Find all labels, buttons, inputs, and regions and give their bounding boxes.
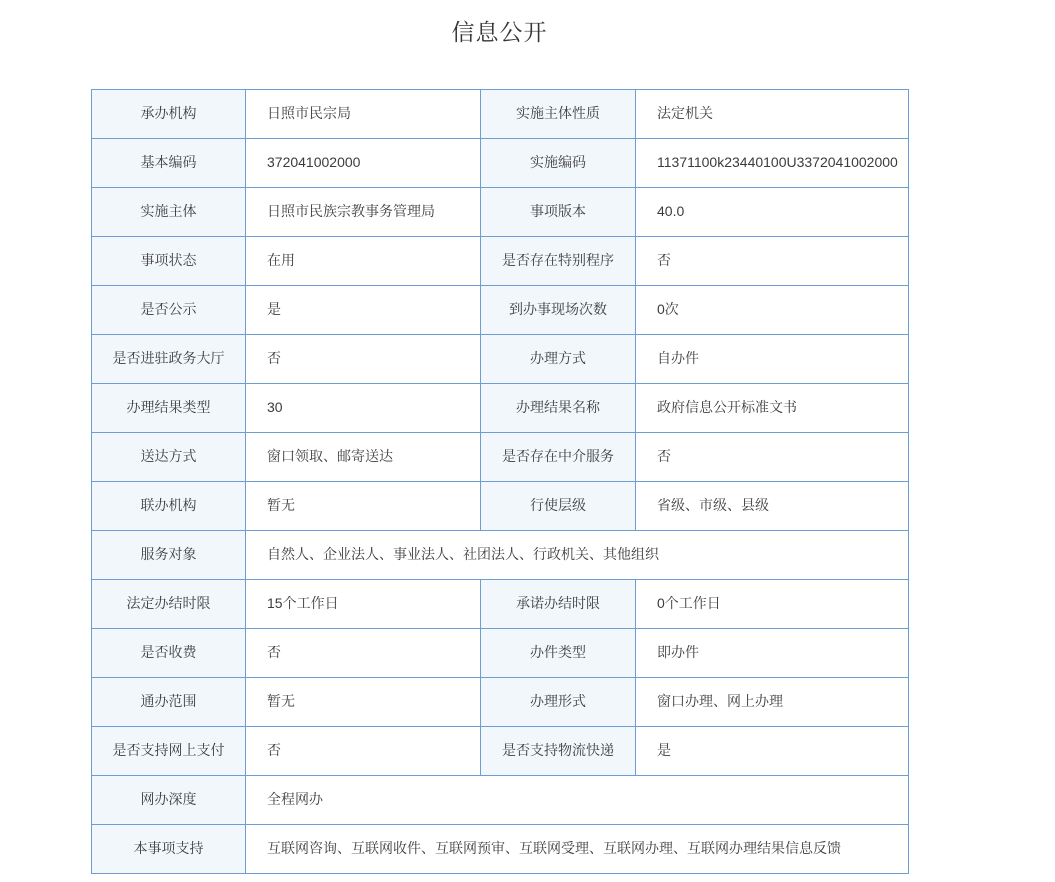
table-row: [92, 188, 909, 237]
field-value: 法定机关: [636, 90, 909, 139]
table-row: [92, 237, 909, 286]
table-row: [92, 629, 909, 678]
field-label: 是否进驻政务大厅: [92, 335, 246, 384]
field-label: 实施主体: [92, 188, 246, 237]
field-label: 事项状态: [92, 237, 246, 286]
field-value: 政府信息公开标准文书: [636, 384, 909, 433]
field-label: 基本编码: [92, 139, 246, 188]
table-row: [92, 482, 909, 531]
info-table-container: [91, 89, 1055, 874]
field-label: 办件类型: [481, 629, 636, 678]
field-value: 0个工作日: [636, 580, 909, 629]
field-label: 网办深度: [92, 776, 246, 825]
table-row: [92, 335, 909, 384]
field-label: 通办范围: [92, 678, 246, 727]
field-label: 办理方式: [481, 335, 636, 384]
field-label: 是否存在特别程序: [481, 237, 636, 286]
table-row: [92, 139, 909, 188]
field-label: 实施编码: [481, 139, 636, 188]
field-value: 是: [636, 727, 909, 776]
table-row: [92, 531, 909, 580]
field-value: 0次: [636, 286, 909, 335]
table-row: [92, 776, 909, 825]
field-label: 行使层级: [481, 482, 636, 531]
table-row: [92, 727, 909, 776]
field-value: 省级、市级、县级: [636, 482, 909, 531]
field-value: 否: [636, 237, 909, 286]
field-label: 服务对象: [92, 531, 246, 580]
field-value: 窗口领取、邮寄送达: [246, 433, 481, 482]
field-value: 日照市民族宗教事务管理局: [246, 188, 481, 237]
field-value: 全程网办: [246, 776, 909, 825]
field-value: 否: [246, 629, 481, 678]
field-value: 自然人、企业法人、事业法人、社团法人、行政机关、其他组织: [246, 531, 909, 580]
field-label: 送达方式: [92, 433, 246, 482]
field-value: 15个工作日: [246, 580, 481, 629]
field-label: 是否支持网上支付: [92, 727, 246, 776]
field-value: 372041002000: [246, 139, 481, 188]
field-label: 事项版本: [481, 188, 636, 237]
field-label: 办理形式: [481, 678, 636, 727]
field-value: 互联网咨询、互联网收件、互联网预审、互联网受理、互联网办理、互联网办理结果信息反馈: [246, 825, 909, 874]
page-title: 信息公开: [451, 19, 548, 45]
field-value: 是: [246, 286, 481, 335]
field-label: 法定办结时限: [92, 580, 246, 629]
field-value: 自办件: [636, 335, 909, 384]
field-label: 是否公示: [92, 286, 246, 335]
table-row: [92, 286, 909, 335]
field-value: 40.0: [636, 188, 909, 237]
field-value: 暂无: [246, 678, 481, 727]
field-value: 窗口办理、网上办理: [636, 678, 909, 727]
table-body: [92, 90, 909, 874]
field-label: 是否存在中介服务: [481, 433, 636, 482]
table-row: [92, 384, 909, 433]
field-label: 本事项支持: [92, 825, 246, 874]
table-row: [92, 678, 909, 727]
field-value: 暂无: [246, 482, 481, 531]
field-label: 办理结果类型: [92, 384, 246, 433]
field-value: 否: [246, 727, 481, 776]
field-label: 承办机构: [92, 90, 246, 139]
field-label: 是否收费: [92, 629, 246, 678]
field-label: 是否支持物流快递: [481, 727, 636, 776]
field-label: 办理结果名称: [481, 384, 636, 433]
field-value: 否: [636, 433, 909, 482]
info-disclosure-table: [91, 89, 909, 874]
field-value: 在用: [246, 237, 481, 286]
table-row: [92, 90, 909, 139]
table-row: [92, 825, 909, 874]
table-row: [92, 580, 909, 629]
field-value: 日照市民宗局: [246, 90, 481, 139]
field-label: 联办机构: [92, 482, 246, 531]
field-label: 实施主体性质: [481, 90, 636, 139]
field-value: 即办件: [636, 629, 909, 678]
table-row: [92, 433, 909, 482]
field-label: 承诺办结时限: [481, 580, 636, 629]
field-value: 否: [246, 335, 481, 384]
field-value: 30: [246, 384, 481, 433]
field-label: 到办事现场次数: [481, 286, 636, 335]
field-value: 11371100k23440100U3372041002000: [636, 139, 909, 188]
